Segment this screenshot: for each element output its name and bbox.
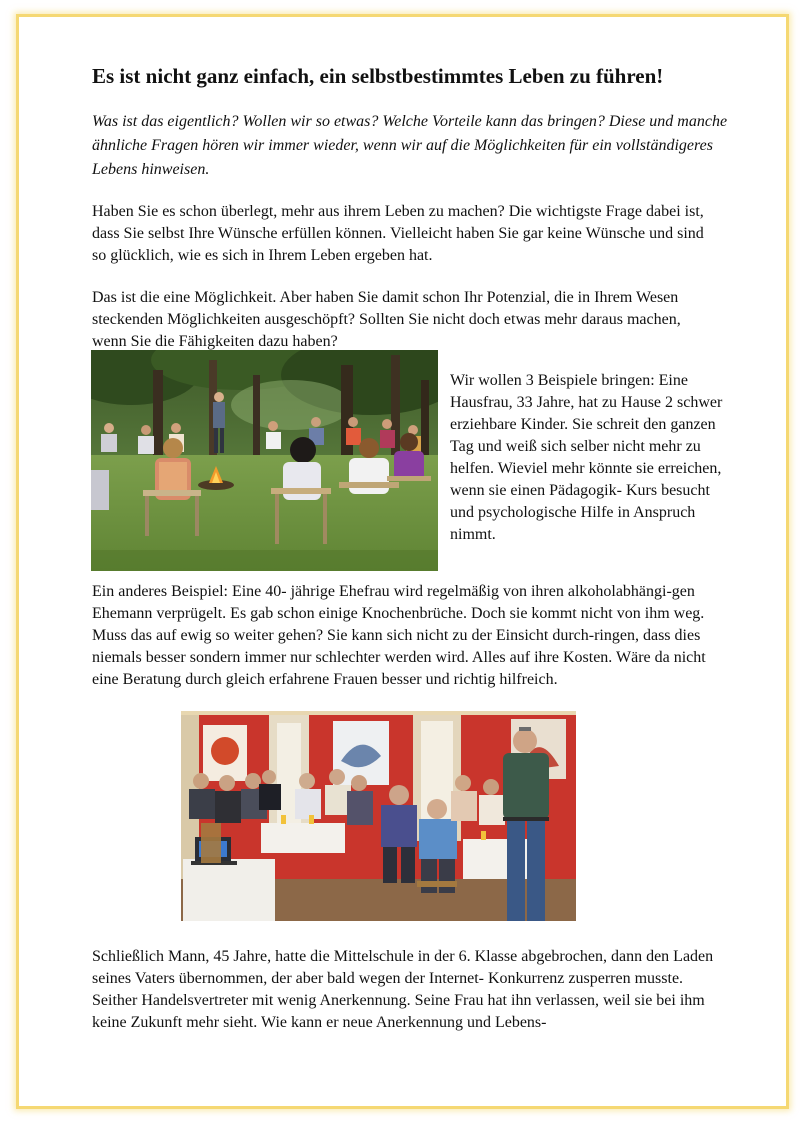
- forest-circle-illustration: [91, 350, 438, 571]
- photo-meeting-room: [181, 711, 576, 921]
- intro-questions: Was ist das eigentlich? Wollen wir so etwas? Welche Vorteile kann das bringen? Diese und manche ähnliche Fragen hören wir immer wieder, wenn wir auf die Möglichkeiten für ein vollständigeres Lebens hinweisen.: [92, 113, 728, 178]
- meeting-room-illustration: [181, 711, 576, 921]
- paragraph-example-wife: Ein anderes Beispiel: Eine 40- jährige Ehefrau wird regelmäßig von ihren alkoholabhängi-gen Ehemann verprügelt. Es gab schon einige Knochenbrüche. Doch sie kommt nicht von ihm weg. Muss das auf ewig so weiter gehen? Sie kann sich nicht zu der Einsicht durch-ringen, dass dies niemals besser sondern immer nur schlechter werden wird. Alles auf ihre Kosten. Wäre da nicht eine Beratung durch gleich erfahrene Frauen besser und richtig hilfreich.: [92, 583, 706, 688]
- photo-forest-circle: [91, 350, 438, 571]
- paragraph-potential: Das ist die eine Möglichkeit. Aber haben Sie damit schon Ihr Potenzial, die in Ihrem Wesen steckenden Möglichkeiten ausgeschöpft? Sollten Sie nicht doch etwas mehr daraus machen, wenn Sie die Fähigkeiten dazu haben?: [92, 289, 681, 350]
- paragraph-example-housewife: Wir wollen 3 Beispiele bringen: Eine Hausfrau, 33 Jahre, hat zu Hause 2 schwer erziehbare Kinder. Sie schreit den ganzen Tag und weiß sich selber nicht mehr zu helfen. Wieviel mehr könnte sie erreichen, wenn sie einen Pädagogik- Kurs besucht und psychologische Hilfe in Anspruch nimmt.: [450, 372, 723, 543]
- document-title: Es ist nicht ganz einfach, ein selbstbestimmtes Leben zu führen!: [92, 64, 664, 88]
- paragraph-wishes: Haben Sie es schon überlegt, mehr aus ihrem Leben zu machen? Die wichtigste Frage dabei ist, dass Sie selbst Ihre Wünsche erfüllen können. Vielleicht haben Sie gar keine Wünsche und sind so glücklich, wie es sich in Ihrem Leben ergeben hat.: [92, 203, 704, 264]
- paragraph-example-man: Schließlich Mann, 45 Jahre, hatte die Mittelschule in der 6. Klasse abgebrochen, dann den Laden seines Vaters übernommen, der aber bald wegen der Internet- Konkurrenz zusperren musste. Seither Handelsvertreter mit wenig Anerkennung. Seine Frau hat ihn verlassen, weil sie bei ihm keine Zukunft mehr sieht. Wie kann er neue Anerkennung und Lebens-: [92, 948, 714, 1031]
